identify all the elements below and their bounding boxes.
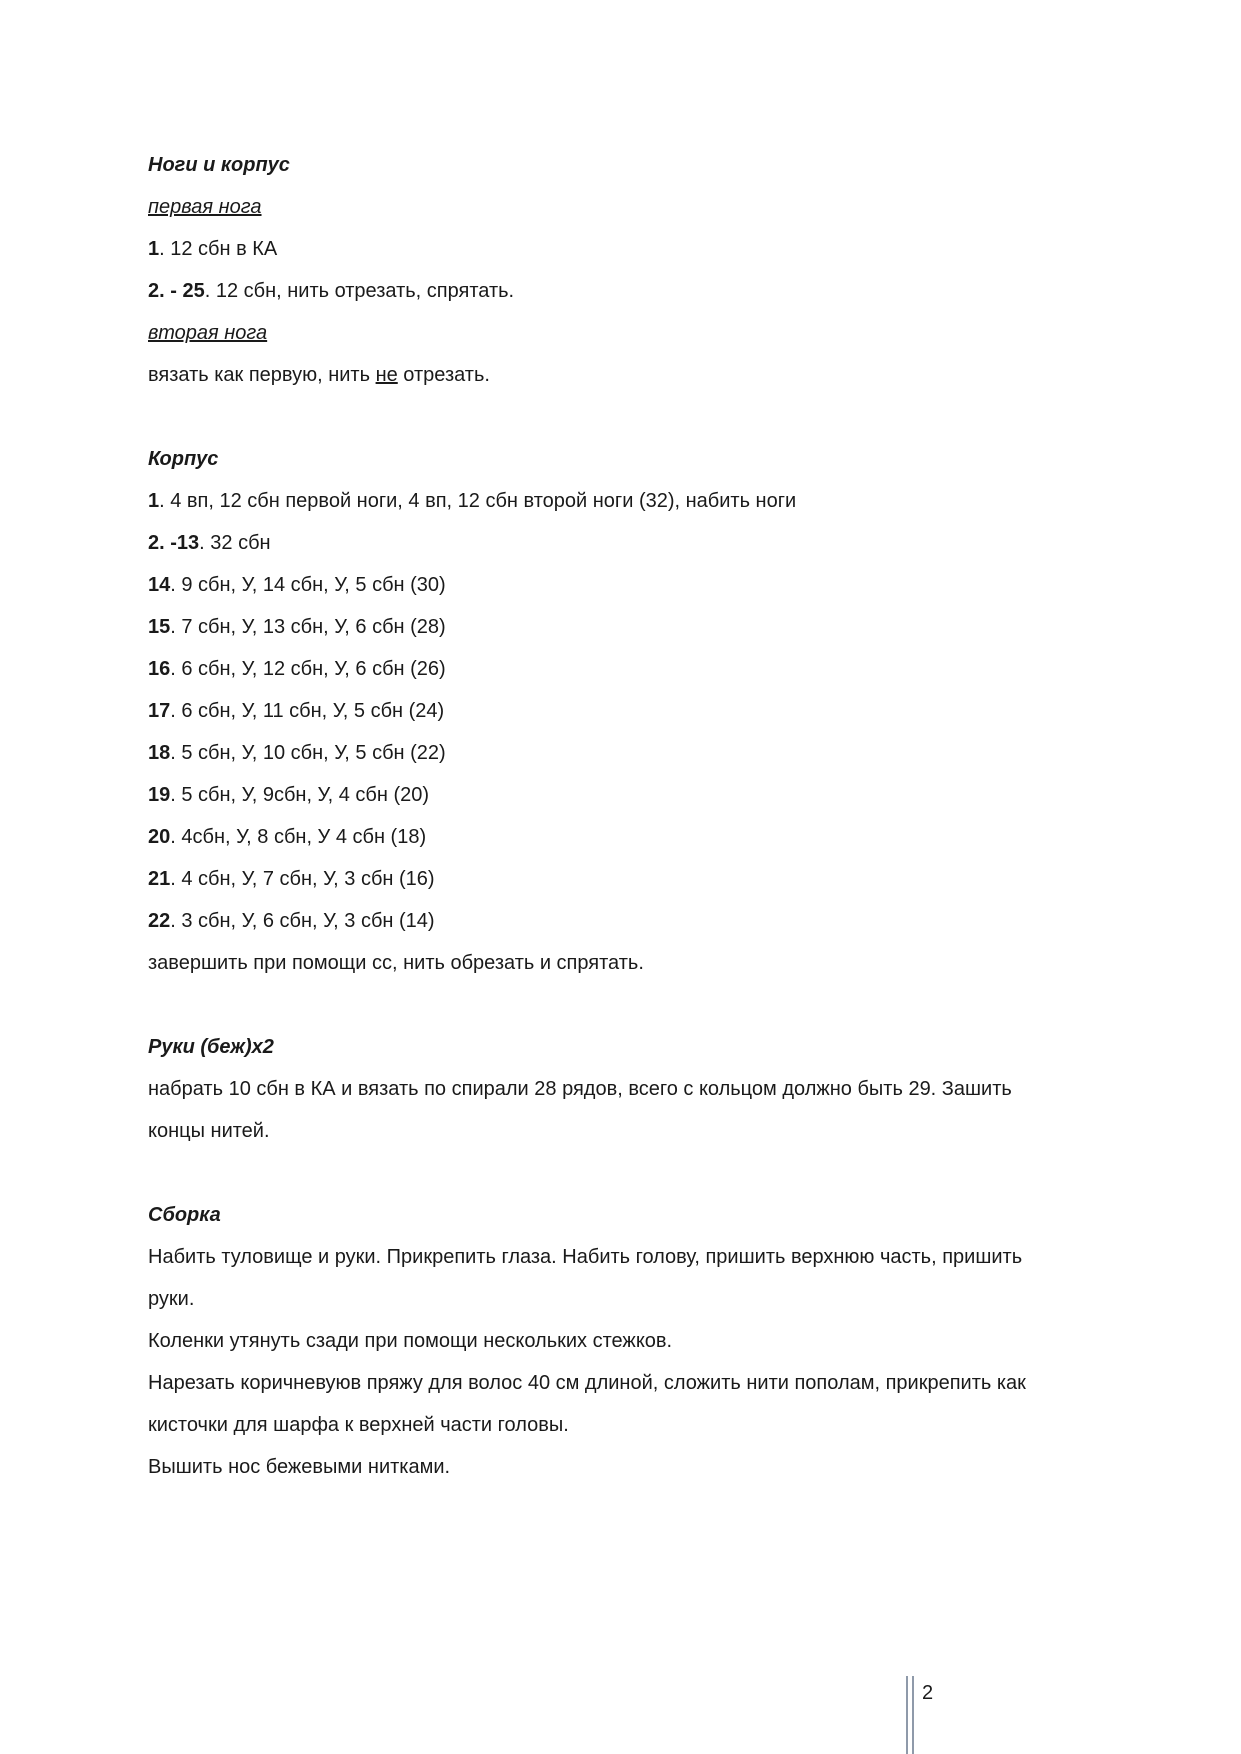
page-content [148,144,1088,1488]
legs-row-1 [148,228,1088,270]
section-title-assembly: Сборка [148,1204,221,1226]
assembly-text-line: кисточки для шарфа к верхней части головы. [148,1414,569,1436]
body-row [148,900,1088,942]
row-text: . 32 сбн [199,532,271,554]
body-row [148,858,1088,900]
row-number: 19 [148,784,171,806]
row-number: 18 [148,742,171,764]
row-number: 14 [148,574,171,596]
note-underlined: не [375,364,398,386]
body-finish-note: завершить при помощи сс, нить обрезать и спрятать. [148,952,644,974]
row-number: 21 [148,868,171,890]
assembly-text-line: Коленки утянуть сзади при помощи нескольких стежков. [148,1330,673,1352]
row-number: 1 [148,490,160,512]
assembly-text-line: руки. [148,1288,195,1310]
body-row [148,732,1088,774]
section-title-arms: Руки (беж)х2 [148,1036,274,1058]
row-number: 15 [148,616,171,638]
body-row [148,774,1088,816]
spacer [148,1152,1088,1194]
row-text: . 4 вп, 12 сбн первой ноги, 4 вп, 12 сбн второй ноги (32), набить ноги [159,490,797,512]
body-row [148,816,1088,858]
subheading-first-leg: первая нога [148,196,262,218]
row-number: 22 [148,910,171,932]
row-number: 1 [148,238,160,260]
row-text: . 12 сбн, нить отрезать, спрятать. [204,280,515,302]
row-text: . 4сбн, У, 8 сбн, У 4 сбн (18) [170,826,427,848]
spacer [148,984,1088,1026]
body-row [148,648,1088,690]
row-text: . 5 сбн, У, 9сбн, У, 4 сбн (20) [170,784,430,806]
section-title-legs: Ноги и корпус [148,154,290,176]
arms-text-line: набрать 10 сбн в КА и вязать по спирали 28 рядов, всего с кольцом должно быть 29. Зашить [148,1078,1012,1100]
row-text: . 4 сбн, У, 7 сбн, У, 3 сбн (16) [170,868,435,890]
row-text: . 3 сбн, У, 6 сбн, У, 3 сбн (14) [170,910,435,932]
subheading-second-leg: вторая нога [148,322,268,344]
legs-row-2 [148,270,1088,312]
footer-divider [906,1676,914,1754]
row-text: . 6 сбн, У, 11 сбн, У, 5 сбн (24) [170,700,445,722]
assembly-text-line: Вышить нос бежевыми нитками. [148,1456,451,1478]
section-title-body: Корпус [148,448,219,470]
row-number: 2. -13 [148,532,200,554]
page-number: 2 [922,1682,934,1704]
second-leg-note [148,354,1088,396]
row-text: . 7 сбн, У, 13 сбн, У, 6 сбн (28) [170,616,446,638]
body-row [148,606,1088,648]
row-text: . 6 сбн, У, 12 сбн, У, 6 сбн (26) [170,658,446,680]
body-row [148,690,1088,732]
body-row [148,522,1088,564]
row-text: . 5 сбн, У, 10 сбн, У, 5 сбн (22) [170,742,446,764]
body-rows-list [148,480,1088,942]
note-text: вязать как первую, нить [148,364,376,386]
note-text: отрезать. [397,364,490,386]
body-row [148,480,1088,522]
spacer [148,396,1088,438]
arms-text-line: концы нитей. [148,1120,270,1142]
row-number: 20 [148,826,171,848]
row-number: 16 [148,658,171,680]
body-row [148,564,1088,606]
row-text: . 12 сбн в КА [159,238,278,260]
row-number: 2. - 25 [148,280,205,302]
row-text: . 9 сбн, У, 14 сбн, У, 5 сбн (30) [170,574,446,596]
row-number: 17 [148,700,171,722]
assembly-text-line: Набить туловище и руки. Прикрепить глаза. Набить голову, пришить верхнюю часть, пришить [148,1246,1023,1268]
assembly-text-line: Нарезать коричневуюв пряжу для волос 40 см длиной, сложить нити пополам, прикрепить как [148,1372,1026,1394]
